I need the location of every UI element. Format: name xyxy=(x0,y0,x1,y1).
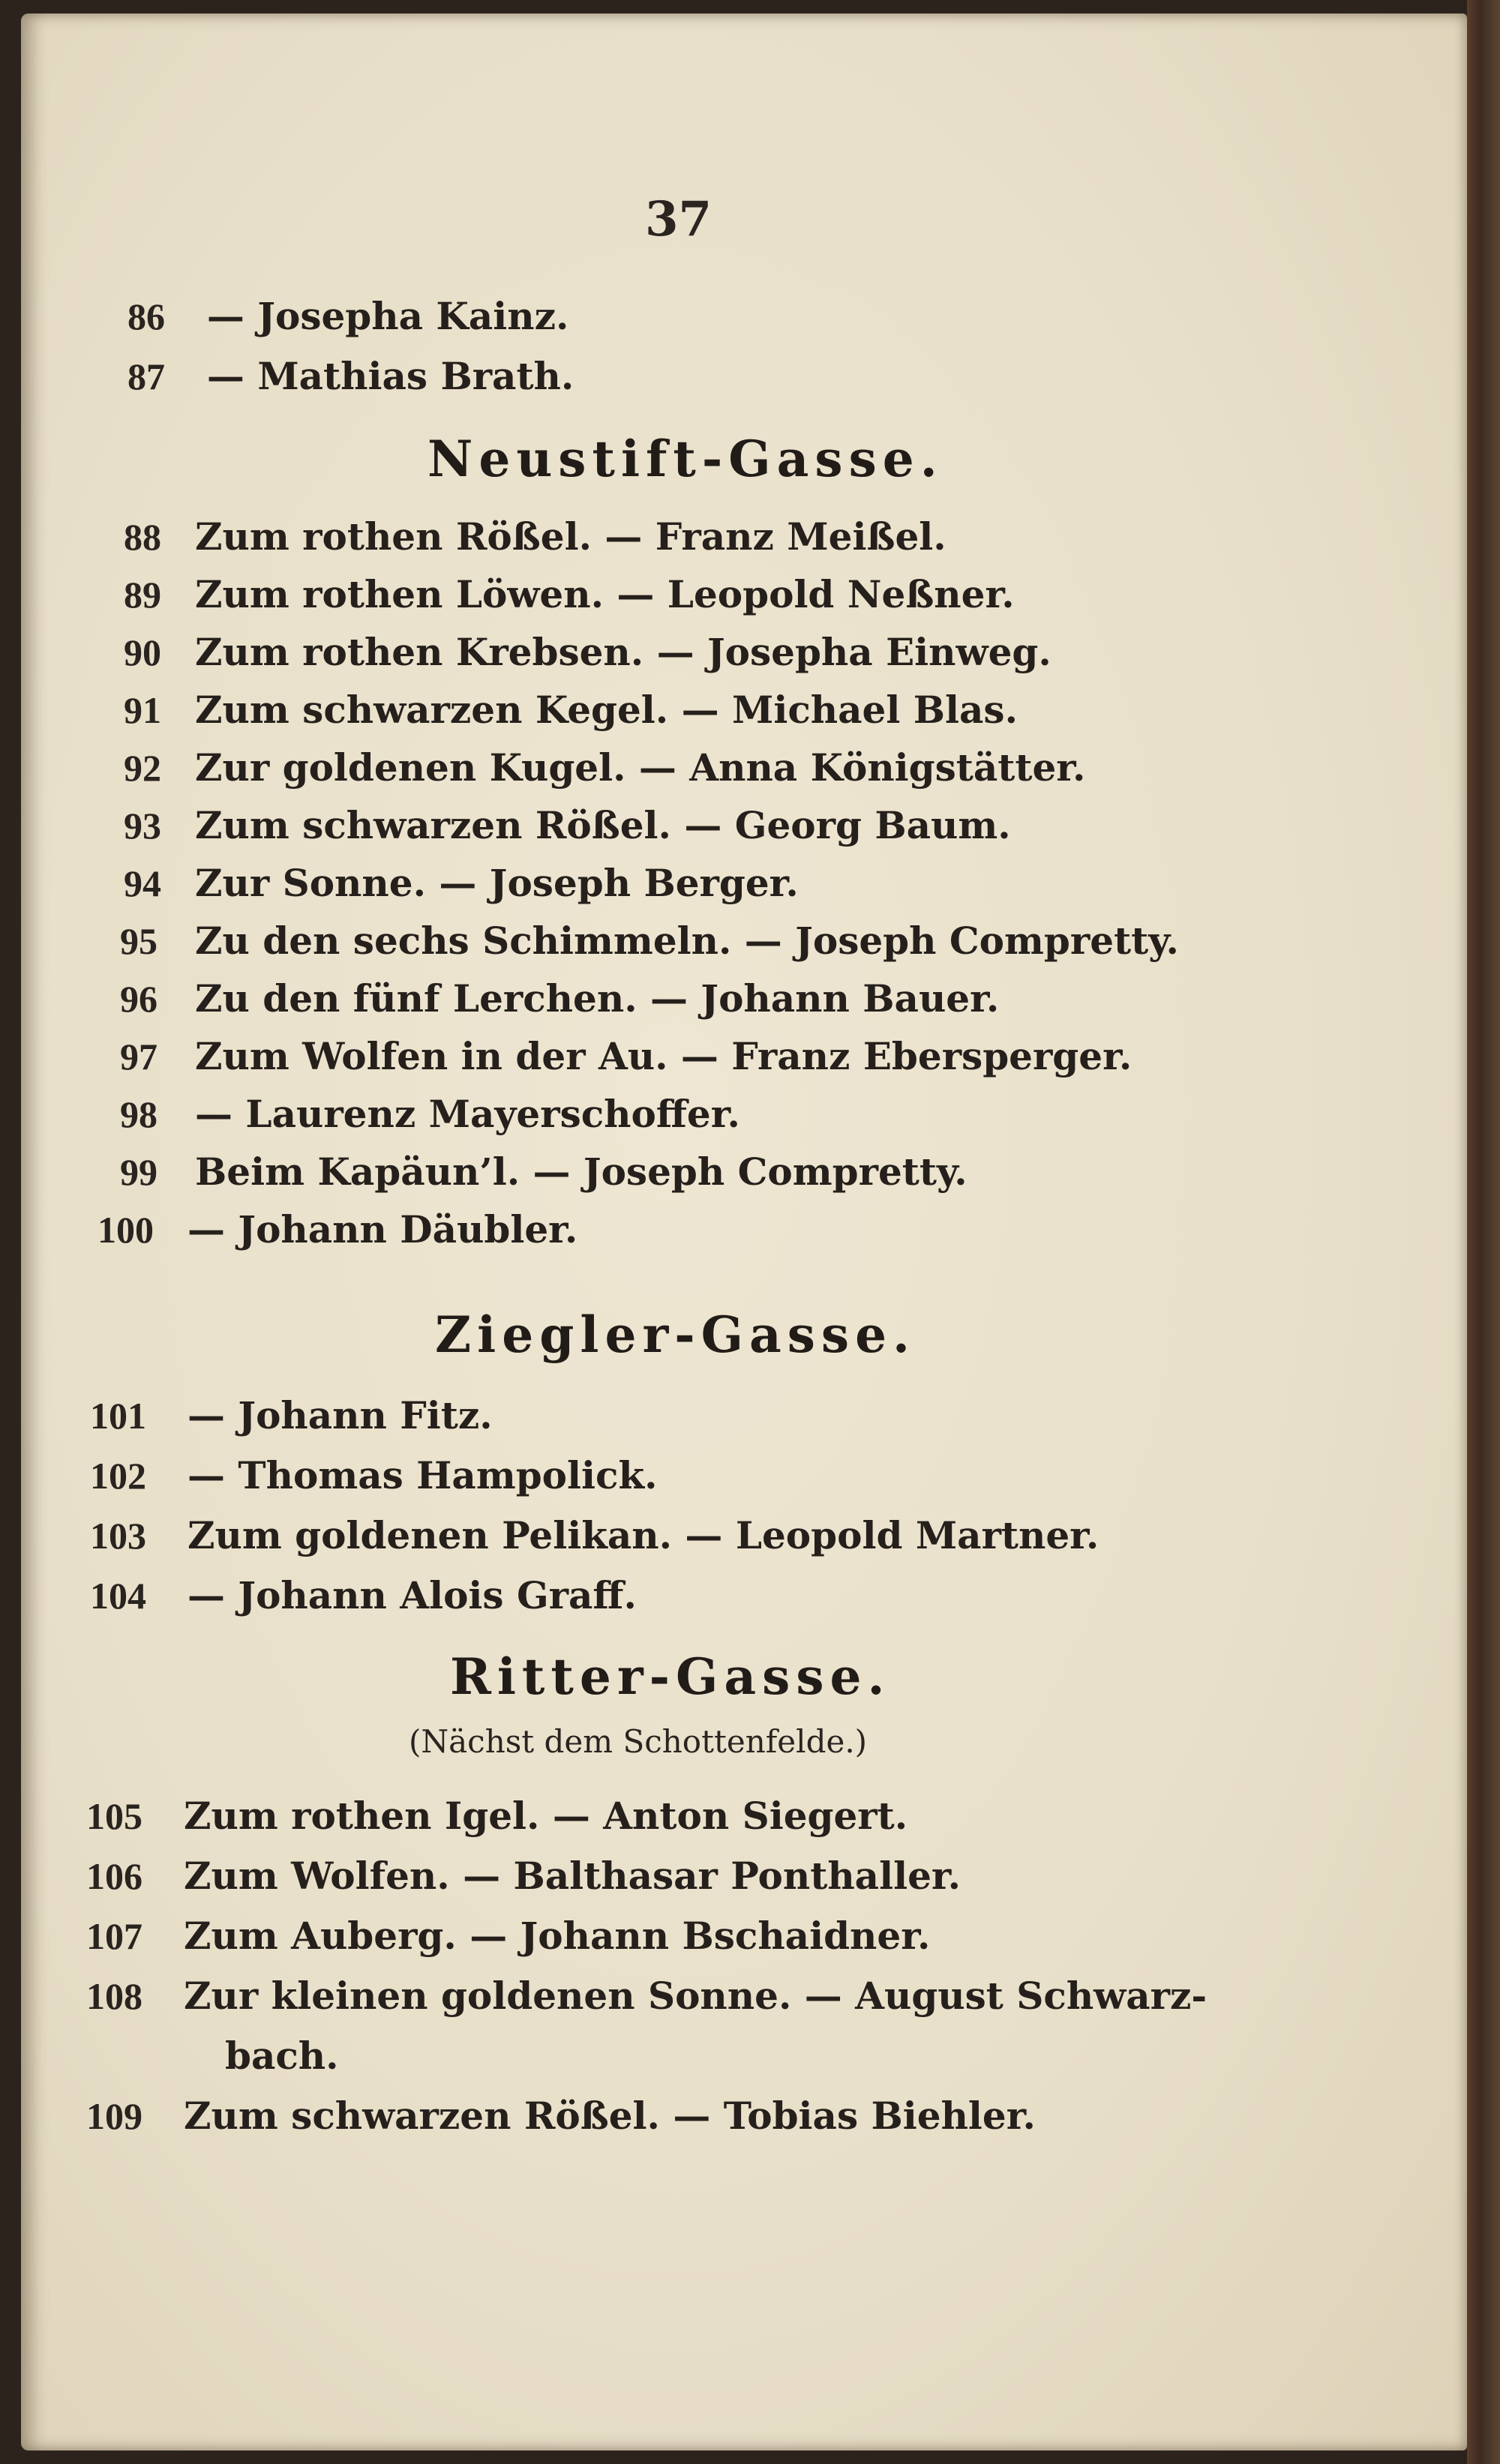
entry-number: 87 xyxy=(128,355,165,397)
list-item xyxy=(120,1092,740,1137)
list-item xyxy=(86,2034,339,2079)
page-number: 37 xyxy=(645,191,712,247)
entry-number: 93 xyxy=(124,805,161,847)
entry-number: 101 xyxy=(90,1395,146,1437)
entry-number: 90 xyxy=(124,631,161,673)
entry-number: 104 xyxy=(90,1575,146,1617)
entry-number: 103 xyxy=(90,1515,146,1557)
list-item xyxy=(124,630,1052,675)
entry-text: — Johann Däubler. xyxy=(188,1207,578,1251)
list-item xyxy=(124,745,1085,790)
list-item xyxy=(86,1794,908,1839)
list-item xyxy=(120,976,999,1021)
entry-text: bach. xyxy=(225,2034,339,2078)
list-item xyxy=(86,2094,1036,2139)
entry-text: Zum rothen Löwen. — Leopold Neßner. xyxy=(195,572,1015,616)
section-heading: Neustift-Gasse. xyxy=(428,430,944,488)
entry-number: 89 xyxy=(124,574,161,616)
entry-text: — Thomas Hampolick. xyxy=(188,1453,658,1497)
entry-text: Zum Wolfen. — Balthasar Ponthaller. xyxy=(184,1854,962,1898)
list-item xyxy=(124,688,1018,733)
list-item xyxy=(124,803,1011,848)
entry-text: Zum Auberg. — Johann Bschaidner. xyxy=(184,1914,931,1958)
section-subheading: (Nächst dem Schottenfelde.) xyxy=(409,1723,868,1760)
entry-text: Zum Wolfen in der Au. — Franz Ebersperger. xyxy=(195,1034,1132,1078)
entry-number: 109 xyxy=(86,2095,142,2137)
list-item xyxy=(90,1453,658,1498)
entry-text: Zum schwarzen Rößel. — Tobias Biehler. xyxy=(184,2094,1036,2138)
list-item xyxy=(86,1914,930,1959)
list-item xyxy=(128,294,568,339)
entry-number: 102 xyxy=(90,1455,146,1497)
entry-text: Zum goldenen Pelikan. — Leopold Martner. xyxy=(188,1513,1100,1557)
list-item xyxy=(90,1393,493,1438)
entry-number: 108 xyxy=(86,1975,142,2017)
entry-number: 99 xyxy=(120,1151,158,1193)
entry-number: 96 xyxy=(120,978,158,1020)
section-heading: Ritter-Gasse. xyxy=(450,1647,891,1706)
entry-text: Zum rothen Rößel. — Franz Meißel. xyxy=(195,514,946,559)
list-item xyxy=(124,861,799,906)
list-item xyxy=(90,1513,1099,1558)
entry-text: — Josepha Kainz. xyxy=(206,294,569,338)
entry-text: Zur Sonne. — Joseph Berger. xyxy=(195,861,799,905)
book-edge xyxy=(1467,0,1500,2464)
section-heading: Ziegler-Gasse. xyxy=(435,1305,916,1364)
list-item xyxy=(124,514,946,559)
list-item xyxy=(128,354,574,399)
entry-number: 88 xyxy=(124,516,161,558)
entry-text: Zum rothen Igel. — Anton Siegert. xyxy=(184,1794,908,1838)
list-item xyxy=(120,919,1179,964)
entry-number: 107 xyxy=(86,1915,142,1957)
entry-text: Zur kleinen goldenen Sonne. — August Schwarz- xyxy=(184,1974,1208,2018)
entry-text: Zu den sechs Schimmeln. — Joseph Compretty. xyxy=(195,919,1179,963)
entry-text: — Johann Fitz. xyxy=(188,1393,493,1437)
entry-text: Beim Kapäun’l. — Joseph Compretty. xyxy=(195,1150,968,1194)
entry-number: 94 xyxy=(124,862,161,904)
list-item xyxy=(124,572,1015,617)
entry-text: — Mathias Brath. xyxy=(206,354,574,398)
entry-number: 86 xyxy=(128,295,165,337)
entry-number: 105 xyxy=(86,1795,142,1837)
entry-text: Zur goldenen Kugel. — Anna Königstätter. xyxy=(195,745,1086,790)
entry-number: 91 xyxy=(124,689,161,731)
entry-number: 100 xyxy=(98,1209,154,1251)
entry-text: — Johann Alois Graff. xyxy=(188,1573,637,1617)
entry-number: 106 xyxy=(86,1855,142,1897)
entry-number: 98 xyxy=(120,1093,158,1135)
entry-text: Zum schwarzen Rößel. — Georg Baum. xyxy=(195,803,1011,847)
entry-number: 95 xyxy=(120,920,158,962)
list-item xyxy=(120,1150,968,1195)
entry-number: 97 xyxy=(120,1036,158,1078)
entry-text: Zu den fünf Lerchen. — Johann Bauer. xyxy=(195,976,1000,1021)
entry-text: Zum schwarzen Kegel. — Michael Blas. xyxy=(195,688,1018,732)
entry-text: Zum rothen Krebsen. — Josepha Einweg. xyxy=(195,630,1052,674)
list-item xyxy=(90,1573,637,1618)
list-item xyxy=(86,1854,961,1899)
list-item xyxy=(98,1207,578,1252)
list-item xyxy=(120,1034,1132,1079)
list-item xyxy=(86,1974,1207,2019)
entry-text: — Laurenz Mayerschoffer. xyxy=(195,1092,740,1136)
entry-number: 92 xyxy=(124,747,161,789)
